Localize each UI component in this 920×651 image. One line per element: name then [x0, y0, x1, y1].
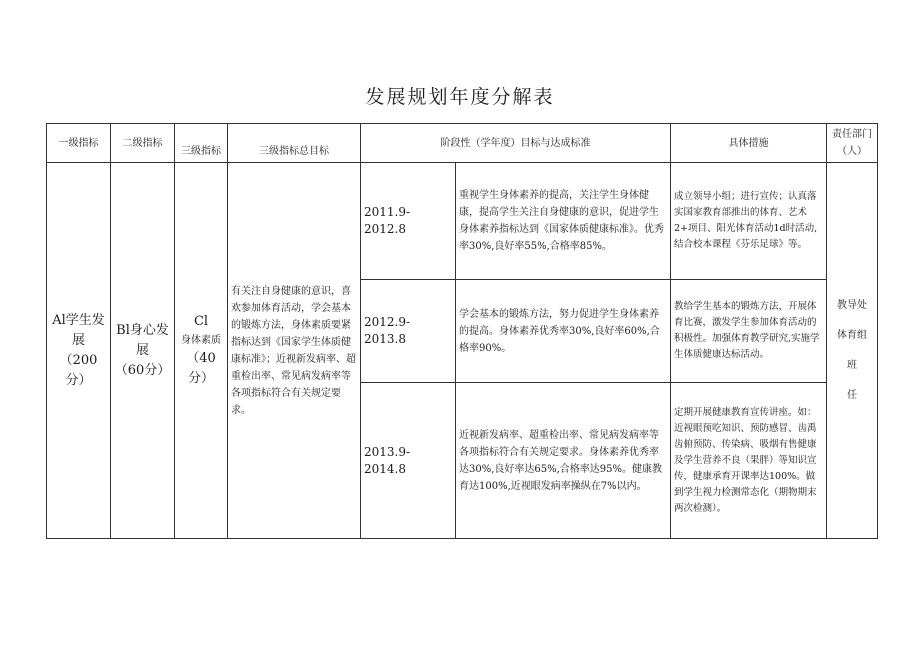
stage-measures-3: 定期开展健康教育宣传讲座。如：近视眼预吃知识、预防感冒、齿禹齿俯预防、传染病、吸烟有售健康及学生营养不良（果胖）等知识宣传，健康承育开课率达100%。做到学生视力检测常态化（期物期末两次检测）。: [671, 383, 827, 539]
header-level2: 二级指标: [111, 124, 175, 163]
stage-target-2: 学会基本的锻炼方法，努力促进学生身体素养的提高。身体素养优秀率30%,良好率60%,合格率90%。: [456, 280, 671, 383]
page-title: 发展规划年度分解表: [365, 86, 555, 108]
responsible-line: 教导处: [837, 299, 867, 311]
header-responsible: 责任部门（人）: [827, 124, 878, 163]
header-measures: 具体措施: [671, 124, 827, 163]
level3-code: Cl: [193, 314, 209, 329]
stage-measures-1: 成立领导小组；进行宣传；认真落实国家教育部推出的体育、艺术2+项目、阳光体育活动1d时活动,结合校本课程《芬乐足球》等。: [671, 163, 827, 280]
stage-year-2: 2012.9-2013.8: [361, 280, 456, 383]
level2-score: （60分）: [114, 362, 171, 378]
level3-score: （40分）: [186, 351, 216, 386]
level3-goal: 有关注自身健康的意识，喜欢参加体育活动，学会基本的锻炼方法，身体素质要紧指标达到《国家学生体质健康标准》；近视新发病率、超重检出率、常见病发病率等各项指标符合有关规定要求。: [228, 163, 361, 539]
level3-name: 身体素质: [181, 335, 221, 346]
level1-score: （200分）: [59, 352, 98, 388]
table-row: [47, 163, 878, 280]
stage-year-1: 2011.9-2012.8: [361, 163, 456, 280]
responsible-line: 任: [847, 389, 857, 401]
header-stage: 阶段性（学年度）目标与达成标准: [361, 124, 671, 163]
header-level1: 一级指标: [47, 124, 111, 163]
header-level3: 三级指标: [175, 124, 228, 163]
plan-table: [46, 123, 878, 539]
stage-measures-2: 教给学生基本的锻炼方法，开展体育比赛，激发学生参加体育活动的积极性。加强体育教学研究,实施学生体质健康达标活动。: [671, 280, 827, 383]
header-row: [47, 124, 878, 163]
responsible-line: 体育组: [837, 329, 867, 341]
header-level3-goal: 三级指标总目标: [228, 124, 361, 163]
stage-target-1: 重视学生身体素养的提高，关注学生身体健康，提高学生关注自身健康的意识，促进学生身体素养指标达到《国家体质健康标准》。优秀率30%,良好率55%,合格率85%。: [456, 163, 671, 280]
stage-year-3: 2013.9-2014.8: [361, 383, 456, 539]
stage-target-3: 近视新发病率、超重检出率、常见病发病率等各项指标符合有关规定要求。身体素养优秀率达30%,良好率达65%,合格率达95%。健康教育达100%,近视眼发病率操纵在7%以内。: [456, 383, 671, 539]
responsible-line: 班: [847, 359, 857, 371]
level2-code: Bl身心发展: [116, 322, 169, 358]
level1-code: Al学生发展: [52, 312, 105, 348]
level1-cell: [47, 163, 111, 539]
level2-cell: [111, 163, 175, 539]
level3-cell: [175, 163, 228, 539]
responsible-cell: [827, 163, 878, 539]
